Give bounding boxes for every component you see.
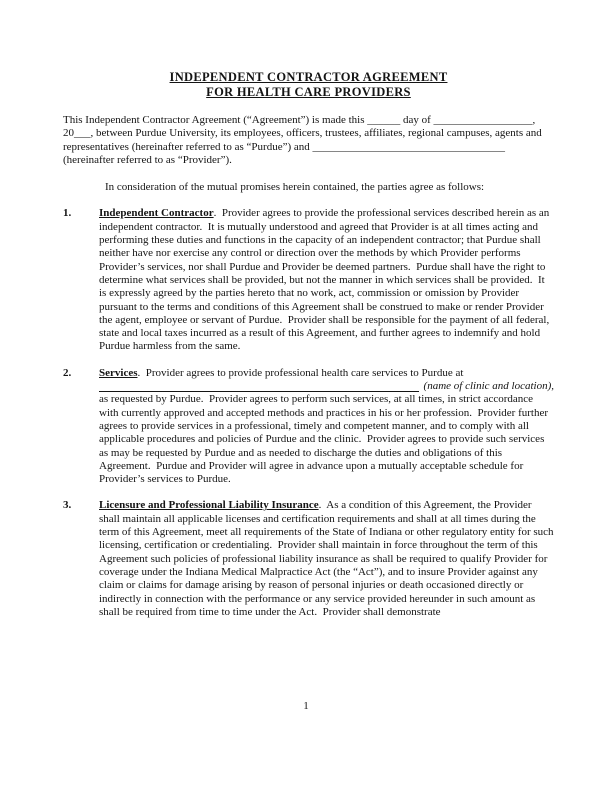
section-item-independent-contractor — [63, 207, 554, 353]
clinic-name-label: (name of clinic and location), — [423, 380, 554, 393]
section-body: as requested by Purdue. Provider agrees to perform such services, at all times, in strict accordance with currently approved and accepted methods and practices in his or her profession. Provider further agrees to provide services in a professional, timely and competent manner, and to comply with all applicable procedures and policies of Purdue and the clinic. Provider agrees to provide such services as may be requested by Purdue and as needed to discharge the duties and obligations of this Agreement. Purdue and Provider will agree in advance upon a mutually acceptable schedule for Provider’s services to Purdue. — [99, 393, 551, 486]
heading-separator: . — [213, 207, 222, 220]
document-title-line2: FOR HEALTH CARE PROVIDERS — [206, 85, 411, 99]
clinic-name-blank-row — [99, 380, 554, 393]
section-number: 1. — [63, 207, 72, 220]
section-content — [99, 207, 554, 353]
section-content — [99, 367, 554, 487]
section-heading: Independent Contractor — [99, 207, 214, 220]
section-paragraph — [99, 367, 554, 380]
section-content — [99, 499, 557, 619]
consideration-paragraph: In consideration of the mutual promises herein contained, the parties agree as follows: — [105, 181, 485, 194]
section-lead: Provider agrees to provide professional health care services to Purdue at — [145, 366, 464, 379]
fill-in-blank-line — [99, 381, 419, 392]
section-item-services — [63, 367, 554, 487]
heading-separator: . — [318, 499, 327, 512]
section-body: As a condition of this Agreement, the Provider shall maintain all applicable licenses and certification requirements and shall at all times during the term of this Agreement, meet all requirements of the State of Indiana or other regulatory entity for such licensing, certification or credentialing. Provider shall maintain in force throughout the term of this Agreement such policies of professional liability insurance as shall be required to qualify Provider for coverage under the Indiana Medical Malpractice Act (the “Act”), and to insure Provider against any claim or claims for damage arising by reason of personal injuries or death occasioned directly or indirectly in connection with the performance or any service provided hereunder in such amount as shall be required from time to time under the Act. Provider shall demonstrate — [99, 499, 557, 618]
section-number: 2. — [63, 366, 72, 379]
section-heading: Services — [99, 366, 138, 379]
heading-separator: . — [137, 366, 146, 379]
section-heading: Licensure and Professional Liability Insurance — [99, 499, 319, 512]
section-number: 3. — [63, 499, 72, 512]
intro-paragraph: This Independent Contractor Agreement (“Agreement”) is made this ______ day of __________________, 20___, between Purdue University, its employees, officers, trustees, affiliates, regional campuses, agents and representatives (hereinafter referred to as “Purdue”) and ___________________________________ (hereinafter referred to as “Provider”). — [63, 114, 545, 166]
document-title-line1: INDEPENDENT CONTRACTOR AGREEMENT — [169, 70, 448, 84]
section-paragraph — [99, 499, 557, 619]
section-paragraph — [99, 207, 554, 353]
section-body: Provider agrees to provide the professional services described herein as an independent contractor. It is mutually understood and agreed that Provider is at all times acting and performing these duties and functions in the capacity of an independent contractor; that Purdue shall neither have nor exercise any control or direction over the methods by which Provider performs Provider’s services, nor shall Purdue and Provider be deemed partners. Purdue shall have the right to determine what services shall be provided, but not the manner in which services shall be provided. It is expressly agreed by the parties hereto that no work, act, commission or omission by Provider pursuant to the terms and conditions of this Agreement shall be construed to make or render Provider the agent, employee or servant of Purdue. Provider shall be responsible for the payment of all federal, state and local taxes incurred as a result of this Agreement, and further agrees to indemnify and hold Purdue harmless from the same. — [99, 207, 553, 353]
document-title — [63, 70, 554, 100]
section-item-licensure-insurance — [63, 499, 557, 619]
page-number: 1 — [303, 700, 309, 712]
